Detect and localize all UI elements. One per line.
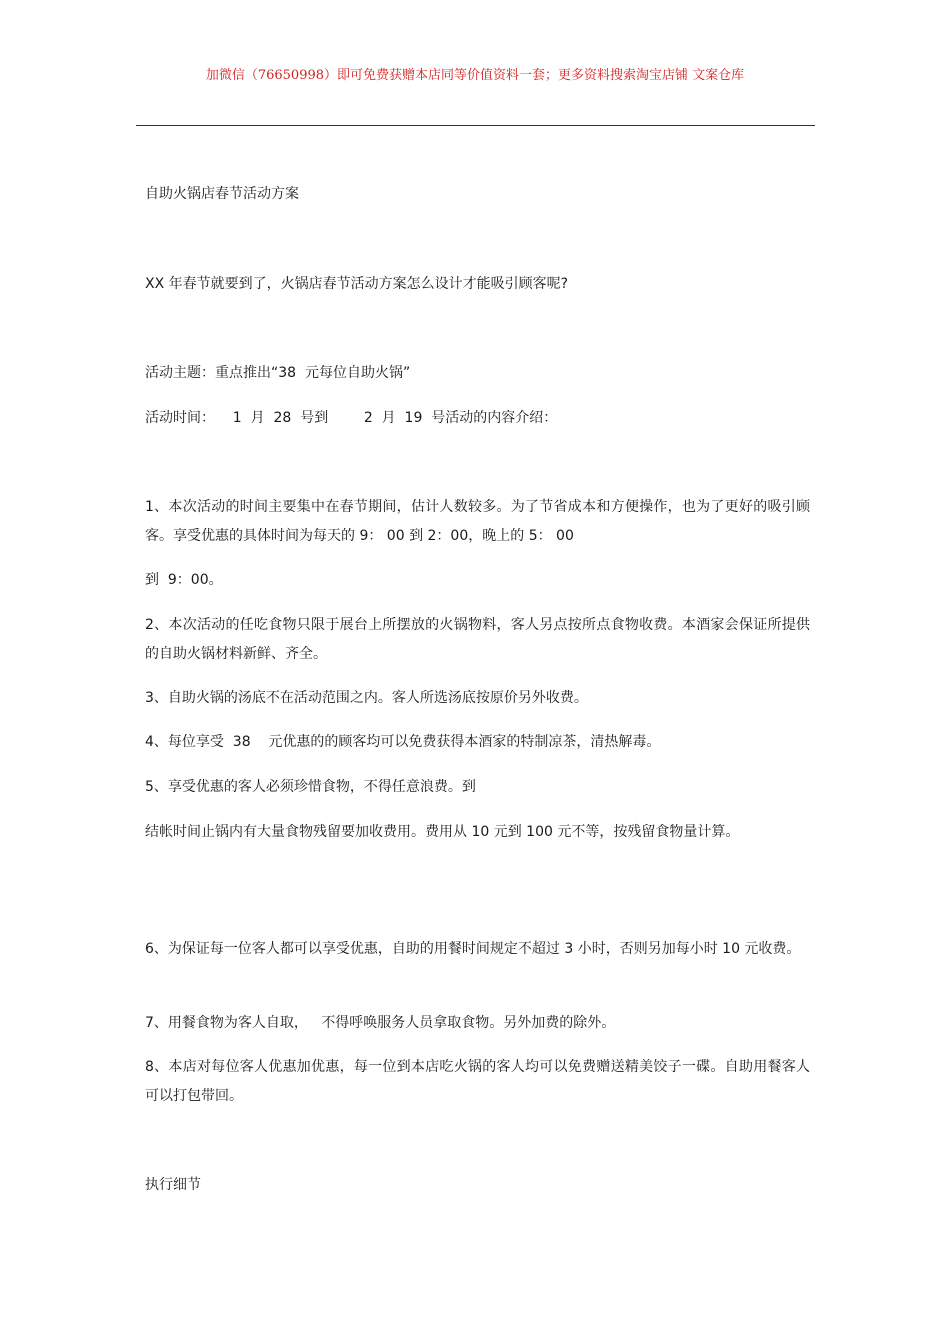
rule-item-8: 8、本店对每位客人优惠加优惠，每一位到本店吃火锅的客人均可以免费赠送精美饺子一碟。自助用餐客人可以打包带回。 <box>145 1059 810 1104</box>
section-heading-execution-details: 执行细节 <box>145 1177 201 1193</box>
rule-item-5: 5、享受优惠的客人必须珍惜食物，不得任意浪费。到 <box>145 779 476 795</box>
rule-item-4: 4、每位享受 38 元优惠的的顾客均可以免费获得本酒家的特制凉茶，清热解毒。 <box>145 734 661 750</box>
header-promo-note: 加微信（76650998）即可免费获赠本店同等价值资料一套；更多资料搜索淘宝店铺 文案仓库 <box>205 68 745 83</box>
rule-item-7: 7、用餐食物为客人自取， 不得呼唤服务人员拿取食物。另外加费的除外。 <box>145 1015 616 1031</box>
rule-item-6: 6、为保证每一位客人都可以享受优惠，自助的用餐时间规定不超过 3 小时，否则另加每小时 10 元收费。 <box>145 941 801 957</box>
header-divider <box>136 125 815 126</box>
rule-item-2: 2、本次活动的任吃食物只限于展台上所摆放的火锅物料，客人另点按所点食物收费。本酒家会保证所提供的自助火锅材料新鲜、齐全。 <box>145 617 810 662</box>
rule-item-5-continued: 结帐时间止锅内有大量食物残留要加收费用。费用从 10 元到 100 元不等，按残留食物量计算。 <box>145 824 740 840</box>
rule-item-1-continued: 到 9：00。 <box>145 572 223 588</box>
document-title: 自助火锅店春节活动方案 <box>145 186 299 202</box>
activity-theme: 活动主题：重点推出“38 元每位自助火锅” <box>145 365 411 381</box>
rule-item-1: 1、本次活动的时间主要集中在春节期间，估计人数较多。为了节省成本和方便操作，也为了更好的吸引顾客。享受优惠的具体时间为每天的 9： 00 到 2：00，晚上的 5： 00 <box>145 499 810 544</box>
intro-paragraph: XX 年春节就要到了，火锅店春节活动方案怎么设计才能吸引顾客呢? <box>145 276 569 292</box>
activity-time: 活动时间： 1 月 28 号到 2 月 19 号活动的内容介绍： <box>145 410 558 426</box>
rule-item-3: 3、自助火锅的汤底不在活动范围之内。客人所选汤底按原价另外收费。 <box>145 690 588 706</box>
